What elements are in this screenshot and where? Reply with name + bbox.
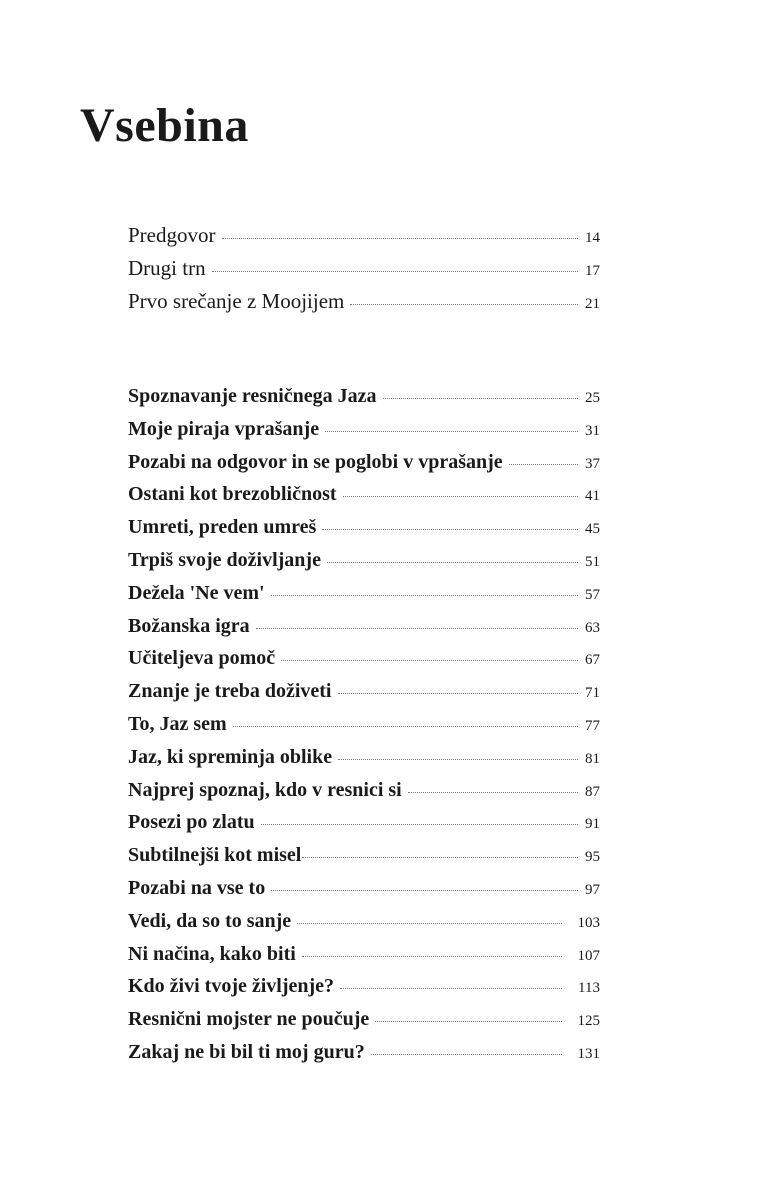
toc-entry — [128, 446, 600, 479]
toc-entry-page: 57 — [585, 586, 600, 603]
dot-leader — [340, 988, 562, 989]
toc-entry-title: Subtilnejši kot misel — [128, 844, 302, 867]
toc-entry-title: Dežela 'Ne vem' — [128, 581, 265, 604]
toc-entry-title: Predgovor — [128, 223, 216, 247]
toc-entry-title: Božanska igra — [128, 614, 250, 637]
toc-entry-page: 95 — [585, 849, 600, 866]
toc-entry-title: Ni načina, kako biti — [128, 942, 296, 965]
toc-entry-page: 41 — [585, 488, 600, 505]
dot-leader — [338, 759, 578, 760]
toc-entry-title: Umreti, preden umreš — [128, 516, 317, 539]
toc-entry-title: Vedi, da so to sanje — [128, 909, 292, 932]
toc-entry-title: Resnični mojster ne poučuje — [128, 1008, 370, 1031]
dot-leader — [375, 1021, 562, 1022]
toc-entry — [128, 577, 600, 610]
toc-entry — [128, 708, 600, 741]
toc-entry-title: Ostani kot brezobličnost — [128, 483, 337, 506]
toc-entry-page: 63 — [585, 619, 600, 636]
dot-leader — [256, 628, 578, 629]
dot-leader — [350, 304, 578, 305]
toc-entry — [128, 905, 600, 938]
toc-entry-title: Pozabi na odgovor in se poglobi v vprašanje — [128, 450, 503, 473]
toc-entry-title: Zakaj ne bi bil ti moj guru? — [128, 1040, 365, 1063]
toc-entry-page: 87 — [585, 783, 600, 800]
toc-entry-title: Znanje je treba doživeti — [128, 680, 332, 703]
toc-entry-title: Kdo živi tvoje življenje? — [128, 975, 335, 998]
toc-entry-page: 125 — [577, 1013, 600, 1030]
toc-entry-title: Posezi po zlatu — [128, 811, 255, 834]
toc-entry — [128, 938, 600, 971]
toc-entry — [128, 675, 600, 708]
toc-entry-page: 31 — [585, 422, 600, 439]
toc-entry — [128, 970, 600, 1003]
toc-entry-page: 45 — [585, 521, 600, 538]
dot-leader — [343, 496, 578, 497]
toc-entry-page: 51 — [585, 553, 600, 570]
toc-entry — [128, 544, 600, 577]
toc-entry-title: To, Jaz sem — [128, 712, 227, 735]
dot-leader — [233, 726, 578, 727]
toc-entry-page: 25 — [585, 390, 600, 406]
toc-entry — [128, 219, 600, 252]
toc-entry — [128, 839, 600, 872]
toc-entry-page: 107 — [577, 947, 600, 964]
toc-entry-title: Prvo srečanje z Moojijem — [128, 288, 345, 313]
toc-entry — [128, 610, 600, 643]
toc-entry-page: 131 — [577, 1045, 600, 1062]
dot-leader — [297, 923, 562, 924]
dot-leader — [212, 271, 578, 272]
toc-entry-title: Pozabi na vse to — [128, 876, 266, 899]
toc-entry-title: Trpiš svoje doživljanje — [128, 548, 321, 571]
toc-entry-page: 81 — [585, 750, 600, 767]
toc-entry-title: Najprej spoznaj, kdo v resnici si — [128, 778, 402, 801]
toc-chapters-section — [128, 380, 600, 1069]
toc-entry-title: Spoznavanje resničnega Jaza — [128, 385, 377, 407]
toc-entry — [128, 642, 600, 675]
toc-entry-page: 71 — [585, 685, 600, 702]
toc-entry-page: 17 — [585, 262, 600, 279]
toc-entry — [128, 380, 600, 413]
toc-entry-page: 97 — [585, 881, 600, 898]
dot-leader — [383, 398, 578, 399]
toc-prelim-section — [128, 219, 600, 317]
toc-entry-page: 21 — [585, 295, 600, 312]
toc-entry-page: 91 — [585, 816, 600, 833]
toc-entry — [128, 511, 600, 544]
dot-leader — [222, 238, 579, 239]
page-title: Vsebina — [80, 99, 249, 152]
toc-entry-title: Drugi trn — [128, 255, 206, 280]
toc-entry — [128, 806, 600, 839]
toc-entry-page: 37 — [585, 455, 600, 472]
toc-entry — [128, 1036, 600, 1069]
toc-entry-title: Moje piraja vprašanje — [128, 417, 320, 440]
toc-entry-title: Jaz, ki spreminja oblike — [128, 745, 333, 768]
toc-entry — [128, 252, 600, 285]
toc-entry — [128, 478, 600, 511]
toc-entry-page: 77 — [585, 717, 600, 734]
dot-leader — [371, 1054, 562, 1055]
toc-entry-title: Učiteljeva pomoč — [128, 647, 276, 670]
dot-leader — [338, 693, 579, 694]
dot-leader — [271, 890, 578, 891]
toc-entry-page: 67 — [585, 652, 600, 669]
toc-entry — [128, 741, 600, 774]
dot-leader — [327, 562, 578, 563]
dot-leader — [261, 824, 578, 825]
dot-leader — [322, 529, 578, 530]
dot-leader — [509, 464, 578, 465]
dot-leader — [302, 857, 578, 858]
dot-leader — [271, 595, 578, 596]
toc-entry — [128, 285, 600, 318]
toc-entry-page: 103 — [577, 914, 600, 931]
toc-entry-page: 14 — [585, 230, 600, 246]
toc-entry — [128, 413, 600, 446]
dot-leader — [281, 660, 578, 661]
toc-entry-page: 113 — [578, 980, 600, 997]
dot-leader — [408, 792, 578, 793]
dot-leader — [302, 956, 562, 957]
toc-entry — [128, 1003, 600, 1036]
toc-entry — [128, 774, 600, 807]
dot-leader — [325, 431, 578, 432]
toc-entry — [128, 872, 600, 905]
